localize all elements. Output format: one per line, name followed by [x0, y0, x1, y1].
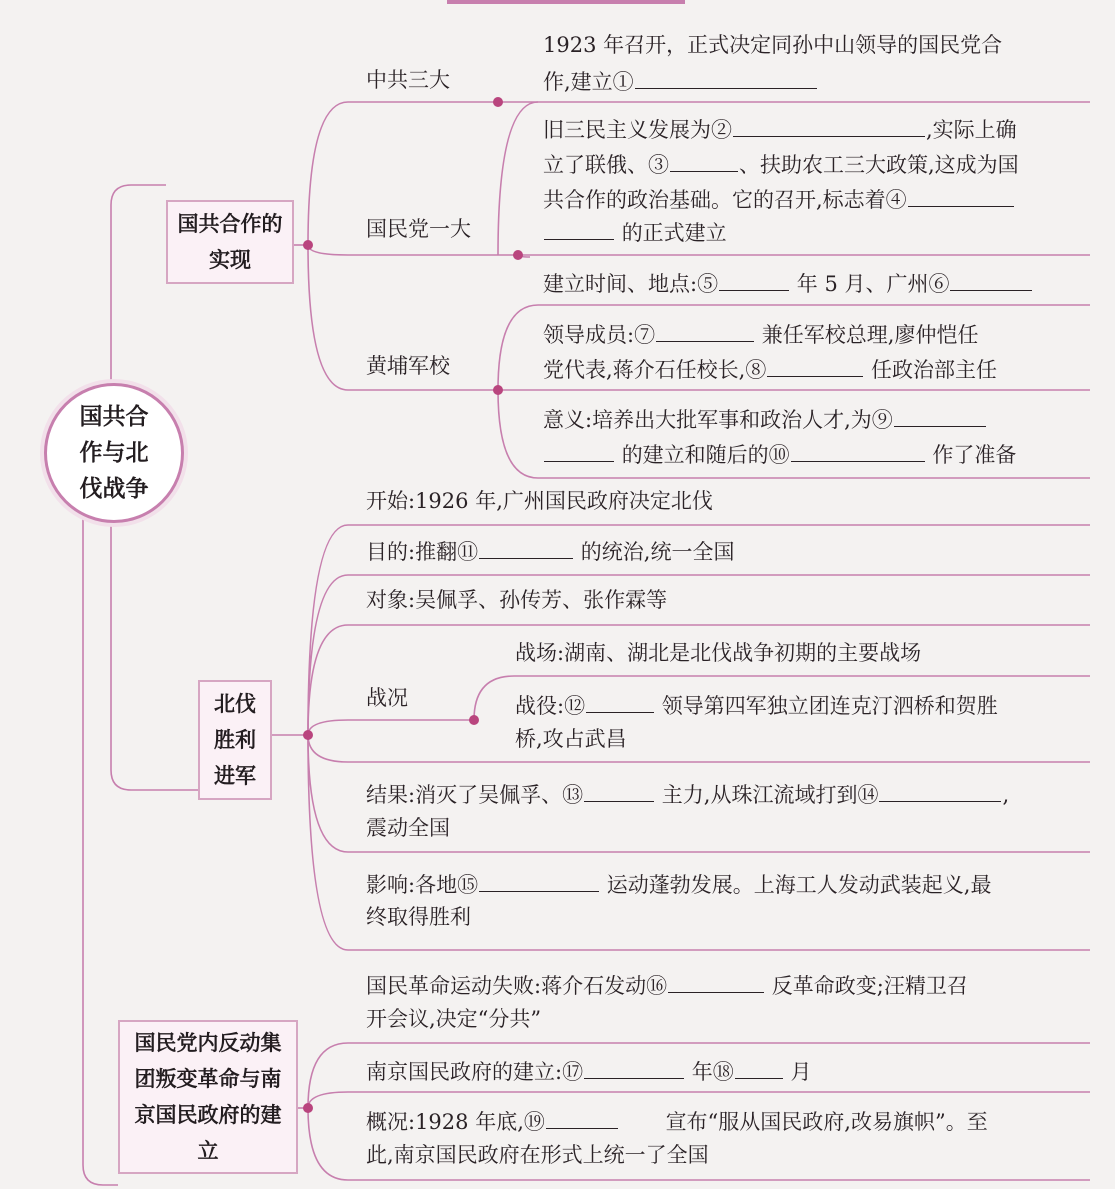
- nanjing-fail-1: [366, 966, 968, 1004]
- blank-15: [479, 865, 599, 892]
- label-whampoa: 黄埔军校: [366, 354, 450, 378]
- ccp3-line2-text: 作,建立①: [543, 70, 634, 94]
- branch-expedition-label: 北伐胜利进军: [214, 692, 256, 788]
- est-c: 月: [790, 1060, 812, 1084]
- war-field: 战场:湖南、湖北是北伐战争初期的主要战场: [515, 641, 922, 665]
- whampoa-lead-1b: 兼任军校总理,廖仲恺任: [761, 323, 979, 347]
- blank-4b: [544, 213, 614, 240]
- blank-2: [733, 110, 925, 137]
- war-battle-1: [515, 686, 998, 724]
- expedition-impact-1: [366, 865, 991, 903]
- branch-cooperation: [166, 200, 294, 284]
- whampoa-lead-2a: 党代表,蒋介石任校长,⑧: [543, 358, 767, 382]
- expedition-result-1: [366, 775, 1009, 813]
- kmt1-line1-a: 旧三民主义发展为②: [543, 118, 732, 142]
- node-dot: [493, 385, 503, 395]
- ccp3-line1: 1923 年召开，正式决定同孙中山领导的国民党合: [543, 33, 1003, 57]
- node-dot: [493, 97, 503, 107]
- node-dot: [303, 1103, 313, 1113]
- kmt1-line1-b: ,实际上确: [926, 118, 1017, 142]
- kmt1-line3-a: 共合作的政治基础。它的召开,标志着④: [543, 188, 907, 212]
- node-dot: [303, 240, 313, 250]
- expedition-start: 开始:1926 年,广州国民政府决定北伐: [366, 489, 713, 513]
- blank-19: [546, 1102, 618, 1129]
- kmt1-line2-b: 、扶助农工三大政策,这成为国: [739, 153, 1019, 177]
- whampoa-lead-1: [543, 315, 978, 353]
- expedition-result-2: 震动全国: [366, 816, 450, 840]
- expedition-target: 对象:吴佩孚、孙传芳、张作霖等: [366, 588, 668, 612]
- blank-18: [735, 1052, 783, 1079]
- blank-11: [479, 532, 573, 559]
- whampoa-lead-2: [543, 350, 997, 388]
- result-1b: 主力,从珠江流域打到⑭: [661, 783, 879, 807]
- whampoa-sig-1: [543, 400, 987, 438]
- blank-6: [950, 264, 1032, 291]
- blank-9b: [544, 435, 614, 462]
- kmt1-line4-b: 的正式建立: [621, 221, 727, 245]
- over-1a: 概况:1928 年底,⑲: [366, 1110, 545, 1134]
- blank-10: [791, 435, 925, 462]
- label-war: 战况: [366, 686, 408, 710]
- spine-expedition: [111, 517, 198, 790]
- blank-5: [719, 264, 789, 291]
- root-topic: [44, 383, 184, 523]
- whampoa-lead-1a: 领导成员:⑦: [543, 323, 656, 347]
- expedition-goal-b: 的统治,统一全国: [580, 540, 735, 564]
- nanjing-over-1: [366, 1102, 988, 1140]
- kmt1-line4: [543, 213, 727, 251]
- result-1c: ,: [1002, 783, 1010, 807]
- war-battle-1a: 战役:⑫: [515, 694, 586, 718]
- fail-1b: 反革命政变;汪精卫召: [771, 974, 968, 998]
- nanjing-over-2: 此,南京国民政府在形式上统一了全国: [366, 1143, 709, 1167]
- whampoa-time-b: 年 5 月、广州⑥: [796, 272, 950, 296]
- branch-cooperation-label: 国共合作的实现: [177, 212, 283, 272]
- est-b: 年⑱: [691, 1060, 734, 1084]
- whampoa-time: [543, 264, 1033, 302]
- expedition-goal: [366, 532, 734, 570]
- spine-nanjing: [83, 470, 118, 1185]
- kmt1-line2-a: 立了联俄、③: [543, 153, 669, 177]
- whampoa-sig-1a: 意义:培养出大批军事和政治人才,为⑨: [543, 408, 893, 432]
- blank-12: [586, 686, 654, 713]
- blank-9a: [894, 400, 986, 427]
- expedition-goal-a: 目的:推翻⑪: [366, 540, 479, 564]
- whampoa-time-a: 建立时间、地点:⑤: [543, 272, 719, 296]
- node-dot: [513, 250, 523, 260]
- kmt1-line2: [543, 145, 1019, 183]
- blank-8: [767, 350, 863, 377]
- kmt1-line1: [543, 110, 1017, 148]
- impact-1b: 运动蓬勃发展。上海工人发动武装起义,最: [606, 873, 992, 897]
- node-dot: [469, 715, 479, 725]
- blank-3: [670, 145, 738, 172]
- whampoa-sig-2b: 作了准备: [932, 443, 1017, 467]
- blank-14: [879, 775, 1001, 802]
- nanjing-est: [366, 1052, 811, 1090]
- blank-4a: [908, 180, 1014, 207]
- blank-16: [668, 966, 764, 993]
- spine-cooperation: [111, 185, 166, 385]
- whampoa-lead-2b: 任政治部主任: [871, 358, 998, 382]
- war-battle-1b: 领导第四军独立团连克汀泗桥和贺胜: [661, 694, 998, 718]
- war-battle-2: 桥,攻占武昌: [515, 727, 627, 751]
- branch-expedition: [198, 680, 272, 800]
- expedition-impact-2: 终取得胜利: [366, 905, 471, 929]
- label-kmt1: 国民党一大: [366, 217, 471, 241]
- over-1b: 宣布“服从国民政府,改易旗帜”。至: [665, 1110, 988, 1134]
- root-topic-label: 国共合作与北伐战争: [79, 404, 149, 502]
- branch-nanjing-label: 国民党内反动集团叛变革命与南京国民政府的建立: [134, 1031, 282, 1163]
- node-dot: [303, 730, 313, 740]
- blank-7: [656, 315, 754, 342]
- nanjing-fail-2: 开会议,决定“分共”: [366, 1007, 542, 1031]
- blank-17: [584, 1052, 684, 1079]
- whampoa-sig-2: [543, 435, 1016, 473]
- result-1a: 结果:消灭了吴佩孚、⑬: [366, 783, 584, 807]
- whampoa-sig-2a: 的建立和随后的⑩: [621, 443, 790, 467]
- blank-13: [584, 775, 654, 802]
- est-a: 南京国民政府的建立:⑰: [366, 1060, 584, 1084]
- blank-1: [635, 62, 817, 89]
- fail-1a: 国民革命运动失败:蒋介石发动⑯: [366, 974, 668, 998]
- label-ccp3: 中共三大: [366, 68, 450, 92]
- branch-nanjing: [118, 1020, 298, 1174]
- ccp3-line2: [543, 62, 818, 100]
- impact-1a: 影响:各地⑮: [366, 873, 479, 897]
